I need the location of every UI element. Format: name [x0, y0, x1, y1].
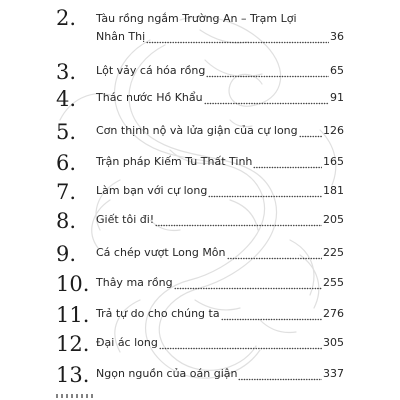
chapter-number: 5.	[56, 120, 77, 144]
chapter-number: 11.	[56, 303, 90, 327]
chapter-title: Ngọn nguồn của oán giận	[96, 367, 238, 380]
page-number: 305	[323, 336, 344, 349]
page-number: 65	[330, 64, 344, 77]
chapter-title-line	[96, 365, 344, 381]
dot-leader	[159, 336, 322, 350]
chapter-title: Giết tôi đi!	[96, 213, 155, 226]
page-number: 181	[323, 184, 344, 197]
page-number: 225	[323, 246, 344, 259]
chapter-number: 12.	[56, 332, 90, 356]
chapter-title-line	[96, 28, 344, 44]
chapter-number: 13.	[56, 363, 90, 387]
dot-leader	[146, 30, 329, 44]
dot-leader	[227, 246, 322, 260]
page-number: 165	[323, 155, 344, 168]
chapter-number: 7.	[56, 180, 77, 204]
chapter-title-line	[96, 244, 344, 260]
chapter-title: Thây ma rồng	[96, 276, 173, 289]
chapter-number: 10.	[56, 272, 90, 296]
dot-leader	[208, 184, 322, 198]
chapter-title: Làm bạn với cự long	[96, 184, 208, 197]
chapter-number: 6.	[56, 151, 77, 175]
chapter-title: Trả tự do cho chúng ta	[96, 307, 220, 320]
chapter-number: 4.	[56, 87, 77, 111]
chapter-number: 3.	[56, 60, 77, 84]
chapter-number: 2.	[56, 6, 77, 30]
dot-leader	[204, 91, 329, 105]
chapter-title: Trận pháp Kiếm Tu Thất Tinh	[96, 155, 253, 168]
dot-leader	[206, 64, 329, 78]
chapter-title-line	[96, 122, 344, 138]
dot-leader	[221, 307, 322, 321]
dot-leader	[238, 367, 322, 381]
chapter-number: 8.	[56, 209, 77, 233]
chapter-number: 9.	[56, 242, 77, 266]
page-number: 205	[323, 213, 344, 226]
next-chapter-number-cropped	[56, 394, 96, 398]
chapter-title-line	[96, 62, 344, 78]
chapter-title-line	[96, 153, 344, 169]
page-number: 36	[330, 30, 344, 43]
chapter-title-first-line: Tàu rồng ngắm Trường An – Trạm Lợi	[96, 12, 297, 25]
chapter-title: Cá chép vượt Long Môn	[96, 246, 226, 259]
dot-leader	[299, 124, 322, 138]
chapter-title-line	[96, 274, 344, 290]
chapter-title: Thác nước Hồ Khẩu	[96, 91, 203, 104]
chapter-title-line	[96, 182, 344, 198]
dot-leader	[253, 155, 322, 169]
chapter-title: Nhân Thị	[96, 30, 146, 43]
page-number: 91	[330, 91, 344, 104]
page-number: 276	[323, 307, 344, 320]
chapter-title: Lột vảy cá hóa rồng	[96, 64, 206, 77]
page-number: 255	[323, 276, 344, 289]
chapter-title-line	[96, 10, 344, 26]
chapter-title-line	[96, 334, 344, 350]
chapter-title-line	[96, 305, 344, 321]
chapter-title: Cơn thịnh nộ và lửa giận của cự long	[96, 124, 298, 137]
dot-leader	[155, 213, 322, 227]
page-number: 126	[323, 124, 344, 137]
chapter-title-line	[96, 211, 344, 227]
dot-leader	[174, 276, 322, 290]
chapter-title: Đại ác long	[96, 336, 158, 349]
page-number: 337	[323, 367, 344, 380]
chapter-title-line	[96, 89, 344, 105]
